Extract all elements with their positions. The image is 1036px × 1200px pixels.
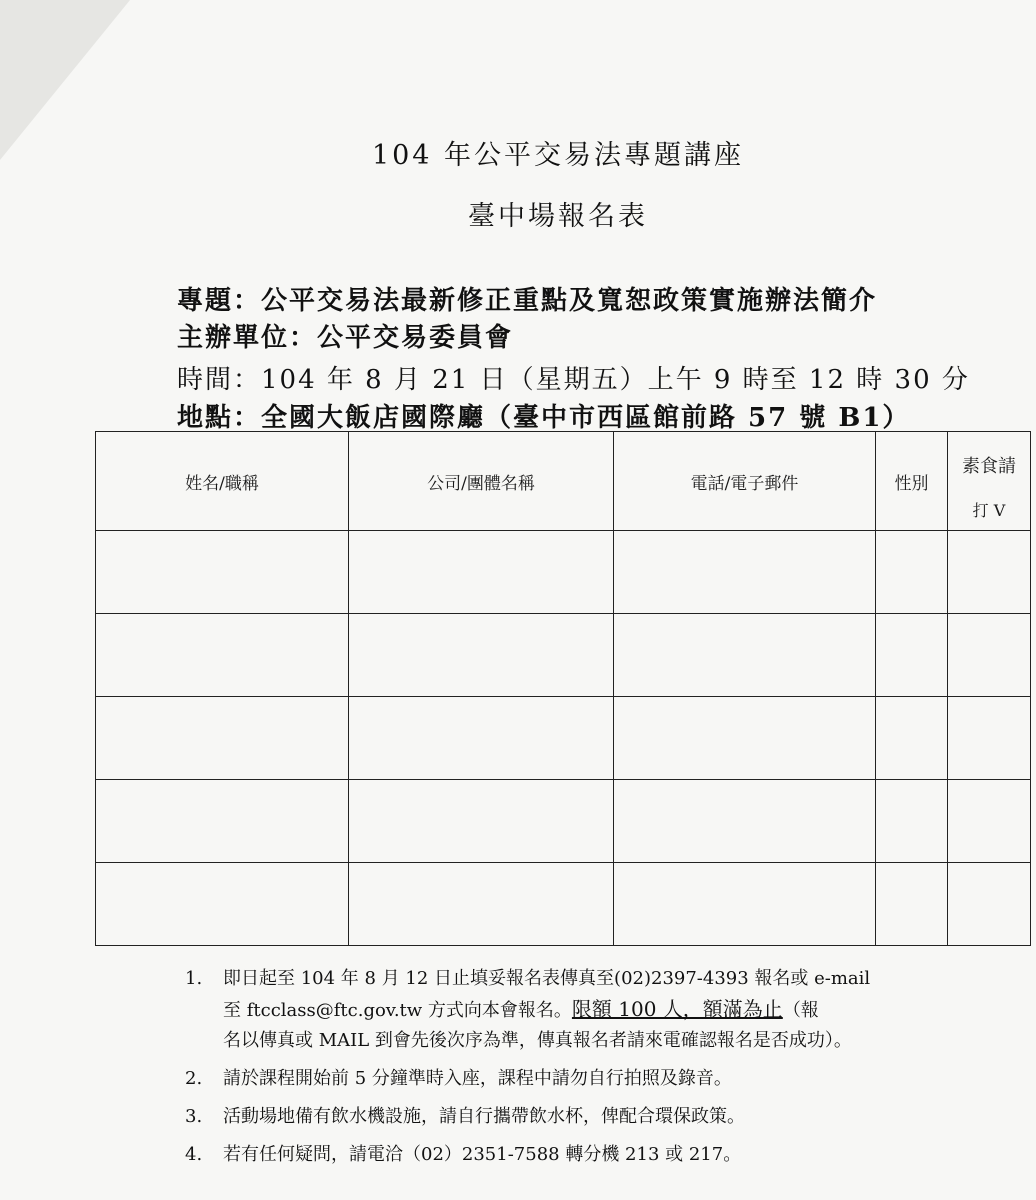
table-row <box>96 697 1031 780</box>
table-row <box>96 614 1031 697</box>
header-contact: 電話/電子郵件 <box>614 432 876 531</box>
gender-cell[interactable] <box>876 780 948 863</box>
note-number: 2. <box>185 1068 203 1089</box>
notes-list <box>185 964 965 1178</box>
note-line-text: 至 ftcclass@ftc.gov.tw 方式向本會報名。 <box>223 1000 572 1021</box>
note-item <box>185 1064 965 1094</box>
note-text: 活動場地備有飲水機設施，請自行攜帶飲水杯，俾配合環保政策。 <box>223 1106 745 1127</box>
time-line: 時間：104 年 8 月 21 日（星期五）上午 9 時至 12 時 30 分 <box>177 365 970 395</box>
note-number: 4. <box>185 1144 203 1165</box>
vegetarian-cell[interactable] <box>948 614 1031 697</box>
table-row <box>96 780 1031 863</box>
vegetarian-cell[interactable] <box>948 697 1031 780</box>
note-item <box>185 1102 965 1132</box>
vegetarian-cell[interactable] <box>948 531 1031 614</box>
header-name: 姓名/職稱 <box>96 432 349 531</box>
name-cell[interactable] <box>96 863 349 946</box>
vegetarian-cell[interactable] <box>948 780 1031 863</box>
company-cell[interactable] <box>349 614 614 697</box>
note-line-text: （報 <box>782 1000 819 1021</box>
header-vegetarian-line2: 打 V <box>972 501 1006 520</box>
contact-cell[interactable] <box>614 697 876 780</box>
organizer-line: 主辦單位：公平交易委員會 <box>177 323 514 353</box>
note-number: 3. <box>185 1106 203 1127</box>
name-cell[interactable] <box>96 614 349 697</box>
note-text: 若有任何疑問，請電洽（02）2351-7588 轉分機 213 或 217。 <box>223 1144 742 1165</box>
contact-cell[interactable] <box>614 614 876 697</box>
contact-cell[interactable] <box>614 531 876 614</box>
location-line: 地點：全國大飯店國際廳（臺中市西區館前路 57 號 B1） <box>177 403 911 433</box>
name-cell[interactable] <box>96 531 349 614</box>
company-cell[interactable] <box>349 863 614 946</box>
note-number: 1. <box>185 968 203 989</box>
topic-line: 專題：公平交易法最新修正重點及寬恕政策實施辦法簡介 <box>177 286 878 316</box>
limit-notice: 限額 100 人，額滿為止 <box>571 997 783 1021</box>
registration-table <box>95 431 1031 946</box>
name-cell[interactable] <box>96 697 349 780</box>
header-company: 公司/團體名稱 <box>349 432 614 531</box>
contact-cell[interactable] <box>614 863 876 946</box>
vegetarian-cell[interactable] <box>948 863 1031 946</box>
header-gender: 性別 <box>876 432 948 531</box>
note-line <box>223 994 965 1026</box>
note-text: 請於課程開始前 5 分鐘準時入座，課程中請勿自行拍照及錄音。 <box>223 1068 732 1089</box>
note-line: 即日起至 104 年 8 月 12 日止填妥報名表傳真至(02)2397-4393 報名或 e-mail <box>223 968 871 989</box>
contact-cell[interactable] <box>614 780 876 863</box>
gender-cell[interactable] <box>876 863 948 946</box>
header-vegetarian <box>948 432 1031 531</box>
name-cell[interactable] <box>96 780 349 863</box>
table-row <box>96 531 1031 614</box>
note-line: 名以傳真或 MAIL 到會先後次序為準，傳真報名者請來電確認報名是否成功）。 <box>223 1030 852 1051</box>
note-item <box>185 1140 965 1170</box>
note-item <box>185 964 965 1056</box>
gender-cell[interactable] <box>876 614 948 697</box>
company-cell[interactable] <box>349 697 614 780</box>
table-header-row <box>96 432 1031 531</box>
header-vegetarian-line1: 素食請 <box>962 456 1016 477</box>
document-title: 104 年公平交易法專題講座 <box>371 140 745 171</box>
company-cell[interactable] <box>349 780 614 863</box>
company-cell[interactable] <box>349 531 614 614</box>
gender-cell[interactable] <box>876 697 948 780</box>
gender-cell[interactable] <box>876 531 948 614</box>
table-row <box>96 863 1031 946</box>
document-subtitle: 臺中場報名表 <box>468 201 648 232</box>
